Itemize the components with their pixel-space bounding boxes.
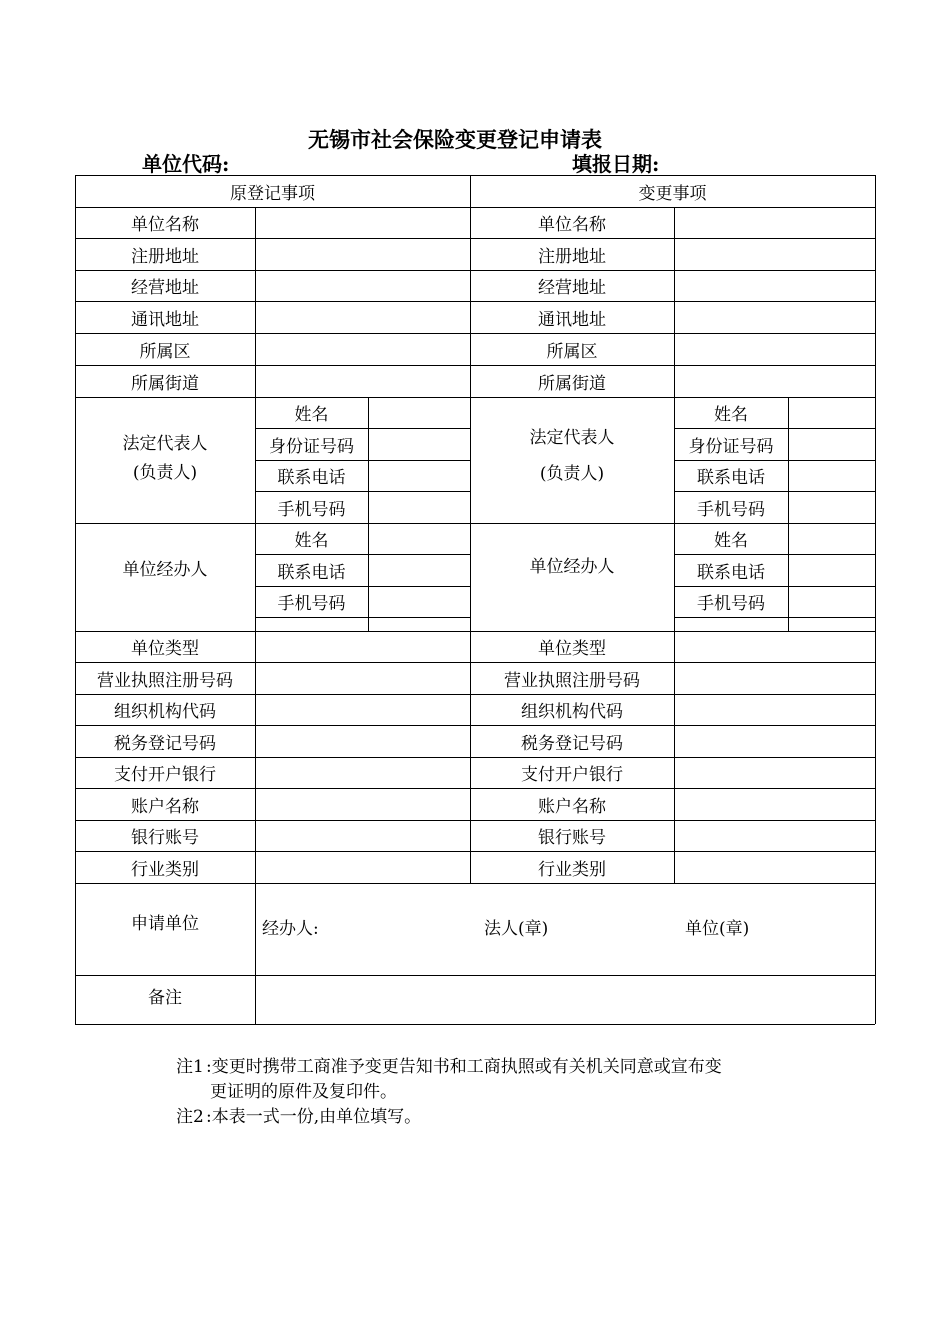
row-label-original: 支付开户银行 — [114, 765, 216, 785]
row-label-change: 银行账号 — [538, 828, 606, 848]
table-rule-h — [75, 975, 875, 976]
value-field-original[interactable] — [257, 240, 468, 268]
row-label-change: 经营地址 — [538, 278, 606, 298]
value-field-change[interactable] — [676, 209, 873, 236]
value-field-change[interactable] — [676, 759, 873, 786]
note-1-line-2: 更证明的原件及复印件。 — [210, 1082, 397, 1102]
legal-rep-field-change[interactable] — [790, 399, 873, 426]
row-label-original: 通讯地址 — [131, 309, 199, 330]
value-field-change[interactable] — [676, 303, 873, 331]
value-field-original[interactable] — [257, 272, 468, 299]
signature-area[interactable] — [257, 885, 873, 973]
legal-rep-field-label-change: 身份证号码 — [688, 436, 774, 457]
legal-seal-label: 法人(章) — [484, 918, 549, 939]
row-label-change: 组织机构代码 — [521, 702, 623, 722]
row-label-change: 所属街道 — [538, 373, 606, 394]
legal-rep-field-original[interactable] — [370, 493, 468, 521]
table-rule-v — [788, 397, 789, 631]
legal-rep-label-sub-original: (负责人) — [132, 462, 198, 483]
agent-label-original: 单位经办人 — [122, 559, 208, 580]
value-field-change[interactable] — [676, 240, 873, 268]
agent-field-original[interactable] — [370, 588, 468, 615]
row-label-original: 税务登记号码 — [114, 733, 216, 754]
value-field-change[interactable] — [676, 727, 873, 755]
legal-rep-field-label-change: 手机号码 — [697, 499, 765, 520]
legal-rep-field-label-change: 姓名 — [714, 405, 748, 425]
note-1-tag: 注1 — [176, 1057, 204, 1077]
agent-field-change[interactable] — [790, 556, 873, 584]
legal-rep-field-change[interactable] — [790, 430, 873, 458]
form-title: 无锡市社会保险变更登记申请表 — [308, 127, 602, 152]
row-label-change: 行业类别 — [538, 859, 606, 880]
agent-field-label-change: 手机号码 — [697, 594, 765, 614]
legal-rep-field-original[interactable] — [370, 399, 468, 426]
row-label-change: 所属区 — [546, 341, 598, 362]
agent-field-original[interactable] — [370, 525, 468, 552]
value-field-original[interactable] — [257, 633, 468, 660]
agent-field-label-original: 姓名 — [294, 531, 329, 551]
table-rule-h — [674, 617, 875, 618]
table-rule-h — [75, 883, 875, 884]
value-field-original[interactable] — [257, 664, 468, 692]
legal-rep-field-label-original: 身份证号码 — [269, 436, 354, 457]
remarks-field[interactable] — [257, 977, 873, 1022]
unit-seal-label: 单位(章) — [685, 918, 750, 939]
row-label-change: 单位类型 — [538, 639, 606, 659]
row-label-original: 经营地址 — [131, 278, 199, 298]
row-label-original: 所属区 — [139, 341, 191, 362]
agent-signature-label: 经办人: — [262, 918, 319, 939]
value-field-change[interactable] — [676, 790, 873, 818]
value-field-original[interactable] — [257, 367, 468, 395]
legal-rep-label-original: 法定代表人 — [122, 433, 208, 454]
header-original-items: 原登记事项 — [230, 183, 315, 204]
table-rule-h — [75, 1024, 875, 1025]
legal-rep-field-label-change: 联系电话 — [697, 468, 765, 488]
value-field-change[interactable] — [676, 367, 873, 395]
legal-rep-field-label-original: 联系电话 — [277, 468, 346, 488]
header-change-items: 变更事项 — [638, 183, 707, 204]
value-field-original[interactable] — [257, 853, 468, 881]
row-label-original: 单位名称 — [131, 215, 199, 235]
legal-rep-label-change: 法定代表人 — [529, 427, 615, 448]
legal-rep-field-original[interactable] — [370, 430, 468, 458]
agent-field-label-change: 联系电话 — [697, 562, 765, 583]
value-field-change[interactable] — [676, 853, 873, 881]
value-field-change[interactable] — [676, 696, 873, 723]
row-label-original: 所属街道 — [131, 373, 199, 394]
agent-field-label-original: 联系电话 — [277, 562, 346, 583]
legal-rep-field-original[interactable] — [370, 462, 468, 489]
agent-field-label-change: 姓名 — [714, 531, 748, 551]
value-field-original[interactable] — [257, 822, 468, 849]
value-field-change[interactable] — [676, 335, 873, 363]
row-label-change: 通讯地址 — [538, 309, 606, 330]
note-2-line-1: :本表一式一份,由单位填写。 — [206, 1107, 422, 1127]
row-label-change: 营业执照注册号码 — [504, 670, 640, 691]
unit-code-label: 单位代码: — [142, 152, 230, 176]
row-label-original: 组织机构代码 — [114, 702, 216, 722]
row-label-change: 税务登记号码 — [521, 733, 623, 754]
row-label-change: 支付开户银行 — [521, 765, 623, 785]
value-field-original[interactable] — [257, 759, 468, 786]
value-field-original[interactable] — [257, 209, 468, 236]
value-field-original[interactable] — [257, 303, 468, 331]
row-label-original: 行业类别 — [131, 859, 199, 880]
applicant-unit-label: 申请单位 — [131, 914, 199, 934]
legal-rep-field-label-original: 手机号码 — [277, 499, 346, 520]
agent-field-original[interactable] — [370, 556, 468, 584]
value-field-original[interactable] — [257, 696, 468, 723]
value-field-original[interactable] — [257, 335, 468, 363]
row-label-original: 单位类型 — [131, 639, 199, 659]
value-field-change[interactable] — [676, 272, 873, 299]
value-field-change[interactable] — [676, 664, 873, 692]
legal-rep-field-label-original: 姓名 — [294, 405, 329, 425]
value-field-original[interactable] — [257, 790, 468, 818]
table-rule-v — [368, 397, 369, 631]
agent-field-change[interactable] — [790, 588, 873, 615]
row-label-original: 营业执照注册号码 — [97, 670, 233, 691]
note-1-line-1: :变更时携带工商准予变更告知书和工商执照或有关机关同意或宣布变 — [206, 1057, 722, 1077]
table-rule-v — [875, 175, 876, 1024]
agent-label-change: 单位经办人 — [529, 556, 615, 577]
legal-rep-field-change[interactable] — [790, 493, 873, 521]
agent-field-label-original: 手机号码 — [277, 594, 346, 614]
row-label-change: 注册地址 — [538, 246, 606, 267]
table-rule-h — [255, 617, 470, 618]
value-field-change[interactable] — [676, 822, 873, 849]
value-field-change[interactable] — [676, 633, 873, 660]
row-label-original: 账户名称 — [131, 796, 199, 817]
row-label-original: 银行账号 — [131, 828, 199, 848]
fill-date-label: 填报日期: — [572, 152, 660, 176]
legal-rep-label-sub-change: (负责人) — [539, 463, 605, 484]
remarks-label: 备注 — [148, 987, 182, 1008]
row-label-original: 注册地址 — [131, 246, 199, 267]
value-field-original[interactable] — [257, 727, 468, 755]
row-label-change: 单位名称 — [538, 215, 606, 235]
legal-rep-field-change[interactable] — [790, 462, 873, 489]
row-label-change: 账户名称 — [538, 796, 606, 817]
agent-field-change[interactable] — [790, 525, 873, 552]
note-2-tag: 注2 — [176, 1107, 204, 1127]
